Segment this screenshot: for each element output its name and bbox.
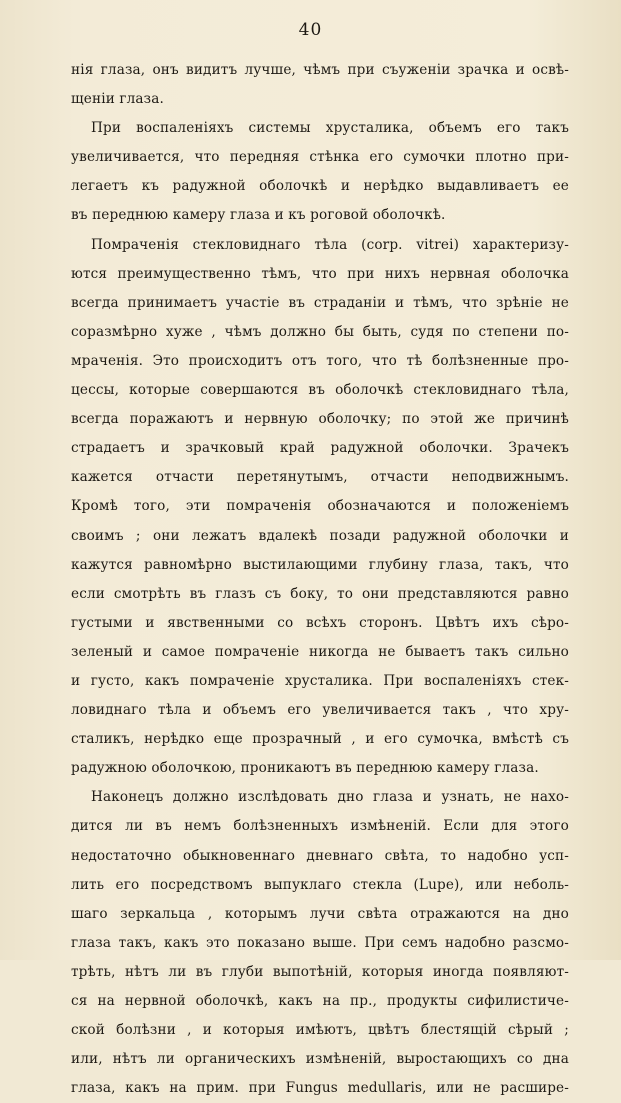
text-line: ются преимущественно тѣмъ, что при нихъ нервная оболочка <box>71 265 569 282</box>
text-line: въ переднюю камеру глаза и къ роговой оболочкѣ. <box>71 207 446 224</box>
text-line: недостаточно обыкновеннаго дневнаго свѣта, то надобно усп- <box>71 847 569 864</box>
text-line: цессы, которые совершаются въ оболочкѣ стекловиднаго тѣла, <box>71 382 569 399</box>
text-line: лить его посредствомъ выпуклаго стекла (Lupe), или неболь- <box>71 876 569 893</box>
text-line: глаза такъ, какъ это показано выше. При семъ надобно разсмо- <box>71 934 569 951</box>
text-line: нія глаза, онъ видитъ лучше, чѣмъ при съуженіи зрачка и освѣ- <box>71 62 569 78</box>
text-line: дится ли въ немъ болѣзненныхъ измѣненій. Если для этого <box>71 818 569 835</box>
text-line: увеличивается, что передняя стѣнка его сумочки плотно при- <box>71 149 569 166</box>
text-line: если смотрѣть въ глазъ съ боку, то они представляются равно <box>71 585 569 602</box>
text-line: кажутся равномѣрно выстилающими глубину глаза, такъ, что <box>71 556 569 573</box>
text-line: и густо, какъ помраченіе хрусталика. При воспаленіяхъ стек- <box>71 672 569 689</box>
text-line: щеніи глаза. <box>71 91 164 108</box>
text-line: густыми и явственными со всѣхъ сторонъ. Цвѣтъ ихъ сѣро- <box>71 614 569 631</box>
text-line: Кромѣ того, эти помраченія обозначаются и положеніемъ <box>71 498 569 515</box>
text-line: соразмѣрно хуже , чѣмъ должно бы быть, судя по степени по- <box>71 323 569 340</box>
paragraph-vitreous-opacity <box>71 231 569 784</box>
text-line: Наконецъ должно изслѣдовать дно глаза и узнать, не нахо- <box>91 789 569 806</box>
text-line: При воспаленіяхъ системы хрусталика, объемъ его такъ <box>91 120 569 137</box>
text-line: или, нѣтъ ли органическихъ измѣненій, выростающихъ со дна <box>71 1051 569 1068</box>
paragraph-continuation <box>71 56 569 114</box>
text-line: зеленый и самое помраченіе никогда не бываетъ такъ сильно <box>71 643 569 660</box>
text-line: легаетъ къ радужной оболочкѣ и нерѣдко выдавливаетъ ее <box>71 178 569 195</box>
text-line: ся на нервной оболочкѣ, какъ на пр., продукты сифилистиче- <box>71 993 569 1009</box>
text-line: ловиднаго тѣла и объемъ его увеличивается такъ , что хру- <box>71 702 569 719</box>
paragraph-fundus-examination <box>71 783 569 1103</box>
text-line: радужною оболочкою, проникаютъ въ переднюю камеру глаза. <box>71 760 539 777</box>
text-line: трѣть, нѣтъ ли въ глуби выпотѣній, которыя иногда появляют- <box>71 963 569 980</box>
text-line: своимъ ; они лежатъ вдалекѣ позади радужной оболочки и <box>71 527 569 544</box>
text-line: страдаетъ и зрачковый край радужной оболочки. Зрачекъ <box>71 440 569 457</box>
text-line: Помраченія стекловиднаго тѣла (corp. vitrei) характеризу- <box>91 236 569 253</box>
text-line: всегда поражаютъ и нервную оболочку; по этой же причинѣ <box>71 411 569 428</box>
text-line: мраченія. Это происходитъ отъ того, что тѣ болѣзненные про- <box>71 352 569 369</box>
text-line: глаза, какъ на прим. при Fungus medullaris, или не расшире- <box>71 1080 569 1097</box>
body-text <box>71 56 569 1103</box>
text-line: кажется отчасти перетянутымъ, отчасти неподвижнымъ. <box>71 469 569 486</box>
text-line: ской болѣзни , и которыя имѣютъ, цвѣтъ блестящій сѣрый ; <box>71 1022 569 1039</box>
text-line: шаго зеркальца , которымъ лучи свѣта отражаются на дно <box>71 905 569 922</box>
paragraph-lens-inflammation <box>71 114 569 230</box>
text-line: сталикъ, нерѣдко еще прозрачный , и его сумочка, вмѣстѣ съ <box>71 731 569 748</box>
page-number: 40 <box>298 20 323 40</box>
text-line: всегда принимаетъ участіе въ страданіи и тѣмъ, что зрѣніе не <box>71 294 569 311</box>
